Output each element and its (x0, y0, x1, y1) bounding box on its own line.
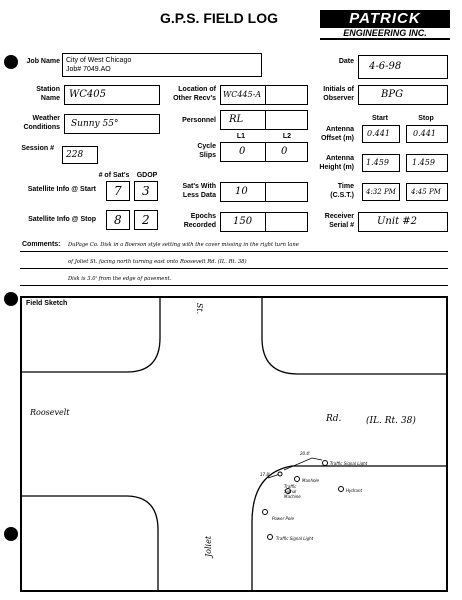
comment-line-2: of Joliet St. facing north turning east onto Roosevelt Rd. (IL. Rt. 38) (68, 259, 247, 265)
gdop-label: GDOP (136, 172, 158, 179)
receiver-label-1: Receiver (324, 213, 354, 220)
comment-line-1: DuPage Co. Disk in a Boerson style setting with the cover missing in the right turn lane (68, 242, 299, 248)
date-value: 4-6-98 (369, 61, 402, 72)
sats-less-box[interactable] (220, 182, 308, 202)
session-label: Session # (21, 145, 54, 152)
initials-label-1: Initials of (323, 86, 354, 93)
traffic-light-1-label: Traffic Signal Light (330, 461, 368, 466)
antenna-height-label-1: Antenna (326, 155, 354, 162)
gdop-start-value: 3 (142, 184, 150, 198)
gdop-stop-value: 2 (142, 213, 150, 227)
binder-hole-3 (4, 527, 18, 541)
epochs-label-2: Recorded (183, 222, 216, 229)
personnel-label: Personnel (182, 117, 216, 124)
personnel-value: RL (229, 114, 244, 125)
gdop-start-box[interactable] (134, 181, 158, 201)
job-name-line2: Job# 7049.AO (66, 66, 111, 73)
offset-start-box[interactable] (362, 125, 400, 143)
signal-machine-label: Traffic Signal Machine (284, 484, 301, 499)
manhole-marker (295, 477, 300, 482)
sats-stop-box[interactable] (106, 210, 130, 230)
time-start-value: 4:32 PM (366, 188, 396, 196)
session-value: 228 (66, 150, 84, 160)
antenna-offset-label-1: Antenna (326, 126, 354, 133)
station-name-label-1: Station (36, 86, 60, 93)
location-other-label-1: Location of (178, 86, 216, 93)
job-name-box[interactable] (62, 53, 262, 77)
height-start-value: 1.459 (366, 158, 389, 167)
curb-nw (22, 298, 160, 372)
antenna-offset-label-2: Offset (m) (320, 135, 354, 142)
manhole-label: Manhole (302, 478, 319, 483)
weather-value: Sunny 55° (71, 119, 119, 129)
job-name-label: Job Name (26, 58, 60, 65)
comment-line-3: Disk is 3.0' from the edge of pavement. (68, 276, 172, 282)
hydrant-marker (339, 487, 344, 492)
sketch-drawing (22, 298, 446, 590)
hydrant-label: Hydrant (346, 488, 363, 493)
sat-info-start-label: Satellite Info @ Start (27, 186, 96, 193)
station-name-value: WC405 (69, 89, 107, 100)
height-start-box[interactable] (362, 154, 400, 172)
epochs-label-1: Epochs (190, 213, 216, 220)
height-stop-value: 1.459 (412, 158, 435, 167)
station-name-label-2: Name (40, 95, 60, 102)
receiver-value: Unit #2 (377, 216, 418, 227)
offset-stop-label: Stop (418, 115, 434, 122)
initials-box[interactable] (358, 85, 448, 105)
l1-label: L1 (236, 133, 246, 140)
route-label: (IL. Rt. 38) (366, 416, 416, 426)
cycle-slips-label-2: Slips (199, 152, 216, 159)
initials-label-2: Observer (323, 95, 354, 102)
curb-se (252, 466, 446, 590)
binder-hole-2 (4, 292, 18, 306)
road-left: Roosevelt (30, 408, 70, 417)
sats-less-label-2: Less Data (182, 192, 216, 199)
field-sketch-label: Field Sketch (26, 300, 68, 307)
survey-disk-marker (278, 472, 282, 476)
offset-start-label: Start (372, 115, 388, 122)
traffic-light-2-label: Traffic Signal Light (276, 536, 314, 541)
personnel-box[interactable] (220, 110, 308, 130)
sats-start-box[interactable] (106, 181, 130, 201)
sats-start-value: 7 (114, 184, 122, 198)
cycle-slips-label-1: Cycle (197, 143, 216, 150)
sats-stop-value: 8 (114, 213, 122, 227)
comments-label: Comments: (22, 241, 61, 248)
curb-ne (262, 298, 446, 374)
logo-patrick: PATRICK (320, 10, 450, 28)
weather-box[interactable] (64, 114, 160, 134)
dist-label-1: 20.4' (300, 451, 311, 456)
epochs-value: 150 (233, 216, 253, 227)
gdop-stop-box[interactable] (134, 210, 158, 230)
cycle-slips-box[interactable] (220, 142, 308, 162)
field-sketch-frame[interactable] (20, 296, 448, 592)
session-box[interactable] (62, 146, 98, 164)
sats-less-value: 10 (235, 186, 248, 197)
power-pole-marker (263, 510, 268, 515)
time-stop-box[interactable] (406, 183, 448, 201)
num-sats-label: # of Sat's (98, 172, 130, 179)
sats-less-label-1: Sat's With (182, 183, 216, 190)
location-other-label-2: Other Recv's (173, 95, 216, 102)
job-name-line1: City of West Chicago (66, 57, 132, 64)
binder-hole-1 (4, 55, 18, 69)
time-label-2: (C.S.T.) (330, 192, 354, 199)
time-stop-value: 4:45 PM (411, 188, 441, 196)
date-label: Date (338, 58, 354, 65)
slips-l1-value: 0 (239, 146, 246, 157)
height-stop-box[interactable] (406, 154, 448, 172)
power-pole-label: Power Pole (272, 516, 294, 521)
dim-line-1 (284, 458, 322, 470)
sat-info-stop-label: Satellite Info @ Stop (28, 216, 96, 223)
offset-stop-value: 0.441 (413, 129, 436, 138)
time-label-1: Time (337, 183, 354, 190)
logo-engineering: ENGINEERING INC. (320, 28, 450, 40)
street-top: St. (195, 302, 205, 315)
weather-label-1: Weather (32, 115, 60, 122)
dist-label-2: 17.8' (260, 472, 271, 477)
road-right: Rd. (326, 414, 342, 424)
location-other-box[interactable] (220, 85, 308, 105)
offset-start-value: 0.441 (367, 129, 390, 138)
slips-l2-value: 0 (281, 146, 288, 157)
weather-label-2: Conditions (23, 124, 60, 131)
street-bottom: Joliet (204, 535, 214, 558)
traffic-light-2-marker (268, 535, 273, 540)
date-box[interactable] (358, 55, 448, 79)
station-name-box[interactable] (64, 85, 160, 105)
antenna-height-label-2: Height (m) (319, 164, 354, 171)
epochs-box[interactable] (220, 212, 308, 232)
location-other-value: WC445-A (223, 90, 262, 99)
form-title: G.P.S. FIELD LOG (160, 10, 278, 26)
receiver-label-2: Serial # (329, 222, 354, 229)
initials-value: BPG (381, 89, 404, 100)
company-logo (320, 10, 450, 38)
l2-label: L2 (282, 133, 292, 140)
time-start-box[interactable] (362, 183, 400, 201)
offset-stop-box[interactable] (406, 125, 448, 143)
traffic-light-1-marker (323, 461, 328, 466)
receiver-box[interactable] (358, 212, 448, 232)
curb-sw (22, 496, 158, 590)
